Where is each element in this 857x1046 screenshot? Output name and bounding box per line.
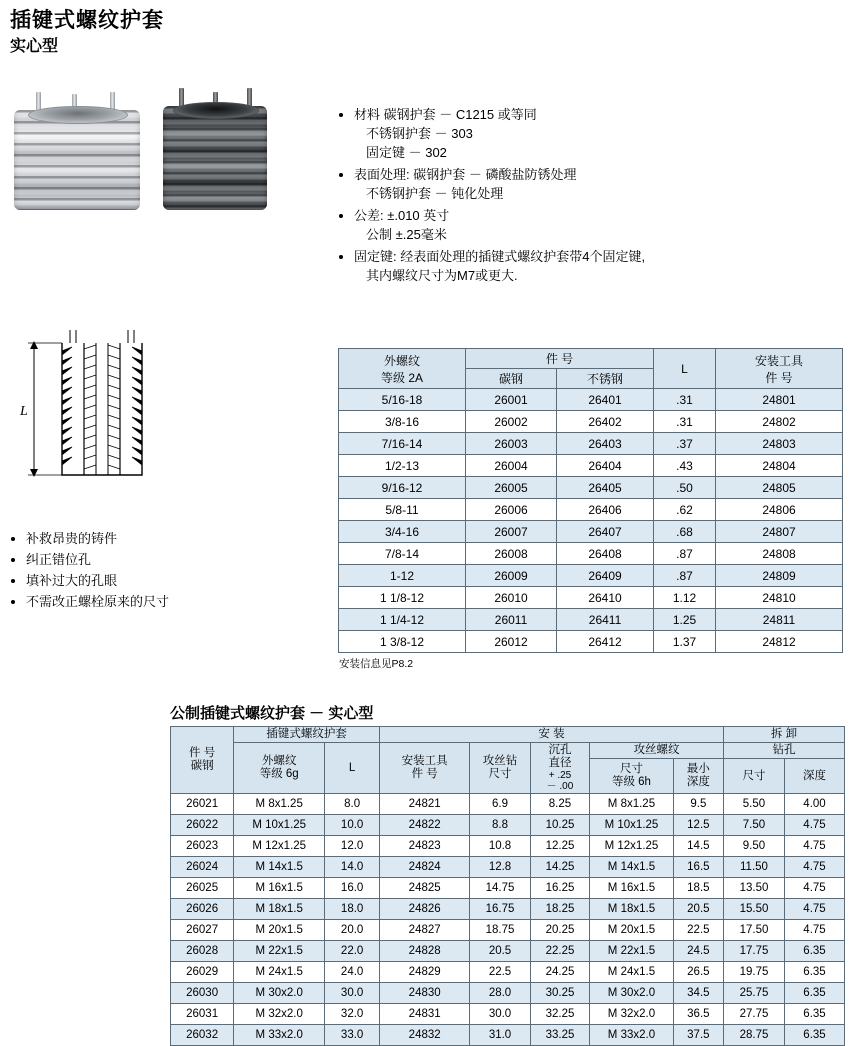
- cell-length: 14.0: [325, 857, 380, 878]
- table-header-row: [339, 349, 843, 369]
- cell-min-depth: 22.5: [673, 920, 723, 941]
- cell-min-depth: 14.5: [673, 836, 723, 857]
- cell-stainless: 26408: [557, 543, 654, 565]
- table-row: [171, 794, 845, 815]
- table-header-row-group: [171, 727, 845, 743]
- insert-body: [14, 110, 140, 210]
- product-photos: [8, 78, 328, 218]
- cell-length: 16.0: [325, 878, 380, 899]
- cell-drill-size: 9.50: [723, 836, 784, 857]
- cell-length: 8.0: [325, 794, 380, 815]
- list-item: • 补救昂贵的铸件: [26, 528, 240, 549]
- cell-thread: 3/8-16: [339, 411, 466, 433]
- cell-thread: 1-12: [339, 565, 466, 587]
- header-remove-group: 拆 卸: [723, 727, 844, 743]
- cell-drill-size: 5.50: [723, 794, 784, 815]
- cell-length: .37: [654, 433, 716, 455]
- cell-tap-size: M 20x1.5: [590, 920, 674, 941]
- cell-stainless: 26410: [557, 587, 654, 609]
- table-row: [171, 815, 845, 836]
- cell-carbon: 26002: [466, 411, 557, 433]
- list-item: • 填补过大的孔眼: [26, 570, 240, 591]
- header-drill-depth: 深度: [785, 759, 845, 794]
- cell-length: .62: [654, 499, 716, 521]
- cell-length: 20.0: [325, 920, 380, 941]
- cell-drill-size: 7.50: [723, 815, 784, 836]
- table-row: [171, 920, 845, 941]
- header-thread-line1: 外螺纹: [383, 353, 420, 368]
- cell-tap-drill: 31.0: [470, 1025, 531, 1046]
- cell-tool: 24824: [380, 857, 470, 878]
- header-tap-size: [590, 759, 674, 794]
- header-counterbore-tol-plus: + .25: [548, 770, 572, 781]
- cell-tap-size: M 12x1.25: [590, 836, 674, 857]
- header-thread-line2: 等级 2A: [380, 370, 423, 385]
- cell-counterbore: 33.25: [530, 1025, 589, 1046]
- cell-min-depth: 9.5: [673, 794, 723, 815]
- imperial-table-note: 安装信息见P8.2: [339, 658, 414, 670]
- feature-subline: 固定键 － 302: [366, 145, 447, 160]
- header-counterbore-tol-minus: － .00: [546, 781, 574, 792]
- cell-tap-drill: 10.8: [470, 836, 531, 857]
- cell-drill-size: 13.50: [723, 878, 784, 899]
- cell-counterbore: 12.25: [530, 836, 589, 857]
- cell-min-depth: 36.5: [673, 1004, 723, 1025]
- cell-tap-size: M 30x2.0: [590, 983, 674, 1004]
- table-row: [171, 1004, 845, 1025]
- cell-stainless: 26409: [557, 565, 654, 587]
- list-item: [354, 105, 698, 162]
- benefits-list: [10, 528, 240, 612]
- cell-counterbore: 14.25: [530, 857, 589, 878]
- cell-counterbore: 16.25: [530, 878, 589, 899]
- header-tool-line1: 安装工具: [401, 755, 448, 767]
- cell-stainless: 26411: [557, 609, 654, 631]
- insert-bore-opening: [28, 106, 128, 124]
- cell-tap-drill: 16.75: [470, 899, 531, 920]
- table-row: [339, 411, 843, 433]
- cell-drill-size: 17.75: [723, 941, 784, 962]
- insert-body: [163, 106, 267, 210]
- cell-drill-size: 28.75: [723, 1025, 784, 1046]
- list-item: [354, 247, 698, 285]
- header-part-no-line2: 碳钢: [190, 760, 214, 772]
- cell-stainless: 26404: [557, 455, 654, 477]
- cell-length: 32.0: [325, 1004, 380, 1025]
- cell-thread: M 12x1.25: [234, 836, 325, 857]
- header-tool: [380, 743, 470, 794]
- header-counterbore-line2: 直径: [548, 757, 572, 769]
- header-thread-line2: 等级 6g: [259, 768, 299, 780]
- cell-tool: 24809: [716, 565, 843, 587]
- list-item: [354, 165, 698, 203]
- cell-length: 1.25: [654, 609, 716, 631]
- cell-stainless: 26402: [557, 411, 654, 433]
- cell-length: .43: [654, 455, 716, 477]
- cell-thread: M 18x1.5: [234, 899, 325, 920]
- cell-tap-size: M 33x2.0: [590, 1025, 674, 1046]
- cell-thread: M 30x2.0: [234, 983, 325, 1004]
- cell-length: 10.0: [325, 815, 380, 836]
- table-row: [171, 1025, 845, 1046]
- cell-part-no: 26028: [171, 941, 234, 962]
- cell-counterbore: 24.25: [530, 962, 589, 983]
- table-row: [339, 587, 843, 609]
- cell-thread: M 8x1.25: [234, 794, 325, 815]
- imperial-table-wrapper: [338, 348, 843, 671]
- cell-drill-size: 15.50: [723, 899, 784, 920]
- table-row: [171, 878, 845, 899]
- header-tap-drill: [470, 743, 531, 794]
- header-stainless: 不锈钢: [557, 369, 654, 389]
- cross-section-svg: [10, 325, 210, 515]
- header-thread-line1: 外螺纹: [261, 755, 297, 767]
- cell-tap-size: M 24x1.5: [590, 962, 674, 983]
- cell-tool: 24826: [380, 899, 470, 920]
- cell-tap-size: M 16x1.5: [590, 878, 674, 899]
- cell-tap-size: M 18x1.5: [590, 899, 674, 920]
- cell-tool: 24806: [716, 499, 843, 521]
- cell-length: .68: [654, 521, 716, 543]
- cell-thread: M 22x1.5: [234, 941, 325, 962]
- cell-carbon: 26008: [466, 543, 557, 565]
- header-install-group: 安 装: [380, 727, 724, 743]
- cross-section-drawing: [10, 325, 210, 515]
- header-tap-thread-group: 攻丝螺纹: [590, 743, 724, 759]
- table-row: [339, 477, 843, 499]
- header-counterbore: [530, 743, 589, 794]
- cell-part-no: 26023: [171, 836, 234, 857]
- table-row: [339, 499, 843, 521]
- cell-drill-size: 17.50: [723, 920, 784, 941]
- cell-carbon: 26007: [466, 521, 557, 543]
- cell-tap-drill: 6.9: [470, 794, 531, 815]
- table-row: [171, 899, 845, 920]
- cell-carbon: 26006: [466, 499, 557, 521]
- cell-tool: 24829: [380, 962, 470, 983]
- cell-length: .87: [654, 543, 716, 565]
- table-row: [339, 433, 843, 455]
- header-tool-line1: 安装工具: [754, 353, 803, 368]
- cell-drill-depth: 4.75: [785, 878, 845, 899]
- cell-thread: 9/16-12: [339, 477, 466, 499]
- cell-tool: 24811: [716, 609, 843, 631]
- cell-drill-depth: 6.35: [785, 1025, 845, 1046]
- table-row: [339, 521, 843, 543]
- cell-part-no: 26027: [171, 920, 234, 941]
- cell-drill-size: 11.50: [723, 857, 784, 878]
- feature-text: 材料 碳钢护套 － C1215 或等同: [354, 107, 537, 122]
- cell-thread: 1 1/8-12: [339, 587, 466, 609]
- cell-tool: 24805: [716, 477, 843, 499]
- cell-thread: M 24x1.5: [234, 962, 325, 983]
- cell-length: .31: [654, 389, 716, 411]
- cell-tap-drill: 30.0: [470, 1004, 531, 1025]
- cell-tap-size: M 32x2.0: [590, 1004, 674, 1025]
- cell-tap-size: M 10x1.25: [590, 815, 674, 836]
- header-part-no: [171, 727, 234, 794]
- cell-tap-size: M 14x1.5: [590, 857, 674, 878]
- feature-subline: 不锈钢护套 － 303: [366, 126, 473, 141]
- cell-thread: 7/8-14: [339, 543, 466, 565]
- cell-tap-drill: 14.75: [470, 878, 531, 899]
- cell-part-no: 26022: [171, 815, 234, 836]
- cell-drill-depth: 6.35: [785, 1004, 845, 1025]
- cell-tool: 24803: [716, 433, 843, 455]
- metric-table-body: [171, 794, 845, 1046]
- metric-table: [170, 726, 845, 1046]
- cell-drill-depth: 4.75: [785, 899, 845, 920]
- cell-part-no: 26031: [171, 1004, 234, 1025]
- cell-tool: 24812: [716, 631, 843, 653]
- cell-tool: 24831: [380, 1004, 470, 1025]
- cell-thread: 1 1/4-12: [339, 609, 466, 631]
- dimension-label-L: L: [20, 404, 28, 419]
- cell-thread: M 14x1.5: [234, 857, 325, 878]
- header-thread: [234, 743, 325, 794]
- cell-thread: 5/8-11: [339, 499, 466, 521]
- cell-carbon: 26010: [466, 587, 557, 609]
- cell-drill-size: 27.75: [723, 1004, 784, 1025]
- cell-stainless: 26403: [557, 433, 654, 455]
- list-item: [354, 206, 698, 244]
- feature-text: 公差: ±.010 英寸: [354, 208, 450, 223]
- list-item: • 纠正错位孔: [26, 549, 240, 570]
- cell-length: .50: [654, 477, 716, 499]
- cell-min-depth: 34.5: [673, 983, 723, 1004]
- cell-part-no: 26026: [171, 899, 234, 920]
- header-min-depth: [673, 759, 723, 794]
- header-part-no-group: 件 号: [466, 349, 654, 369]
- feature-subline: 不锈钢护套 － 钝化处理: [366, 186, 504, 201]
- feature-subline: 公制 ±.25毫米: [366, 227, 447, 242]
- feature-text: 固定键: 经表面处理的插键式螺纹护套带4个固定键,: [354, 249, 646, 264]
- cell-tool: 24822: [380, 815, 470, 836]
- cell-part-no: 26030: [171, 983, 234, 1004]
- table-row: [339, 455, 843, 477]
- cell-tool: 24827: [380, 920, 470, 941]
- table-row: [339, 565, 843, 587]
- cell-thread: M 32x2.0: [234, 1004, 325, 1025]
- header-tap-size-line1: 尺寸: [619, 763, 643, 775]
- cell-drill-depth: 4.00: [785, 794, 845, 815]
- imperial-table: [338, 348, 843, 653]
- header-tap-drill-line1: 攻丝钻: [482, 755, 518, 767]
- table-row: [339, 631, 843, 653]
- cell-tap-drill: 22.5: [470, 962, 531, 983]
- cell-tool: 24821: [380, 794, 470, 815]
- cell-min-depth: 26.5: [673, 962, 723, 983]
- table-header-row-2: [171, 743, 845, 759]
- thread-texture: [163, 106, 267, 210]
- insert-photo-carbon-steel: [14, 92, 140, 210]
- cell-thread: 1 3/8-12: [339, 631, 466, 653]
- cell-part-no: 26021: [171, 794, 234, 815]
- cell-thread: 3/4-16: [339, 521, 466, 543]
- feature-list: [338, 105, 698, 288]
- cell-stainless: 26405: [557, 477, 654, 499]
- cell-counterbore: 8.25: [530, 794, 589, 815]
- cell-drill-depth: 4.75: [785, 815, 845, 836]
- insert-bore-opening: [173, 102, 259, 119]
- cell-part-no: 26032: [171, 1025, 234, 1046]
- cell-part-no: 26025: [171, 878, 234, 899]
- cell-min-depth: 20.5: [673, 899, 723, 920]
- header-drill-group: 钻孔: [723, 743, 844, 759]
- imperial-table-body: [339, 389, 843, 653]
- cell-tool: 24830: [380, 983, 470, 1004]
- cell-tool: 24808: [716, 543, 843, 565]
- header-tap-drill-line2: 尺寸: [488, 768, 512, 780]
- cell-min-depth: 24.5: [673, 941, 723, 962]
- insert-photo-stainless-steel: [163, 88, 267, 210]
- cell-thread: 7/16-14: [339, 433, 466, 455]
- table-row: [171, 983, 845, 1004]
- cell-length: 18.0: [325, 899, 380, 920]
- cell-drill-depth: 4.75: [785, 857, 845, 878]
- header-min-depth-line2: 深度: [686, 776, 710, 788]
- cell-carbon: 26011: [466, 609, 557, 631]
- cell-carbon: 26012: [466, 631, 557, 653]
- cell-thread: M 10x1.25: [234, 815, 325, 836]
- cell-counterbore: 32.25: [530, 1004, 589, 1025]
- header-tool-group: [716, 349, 843, 389]
- cell-part-no: 26029: [171, 962, 234, 983]
- cell-counterbore: 10.25: [530, 815, 589, 836]
- cell-part-no: 26024: [171, 857, 234, 878]
- header-counterbore-line1: 沉孔: [548, 744, 572, 756]
- cell-tool: 24810: [716, 587, 843, 609]
- cell-tool: 24825: [380, 878, 470, 899]
- cell-length: .87: [654, 565, 716, 587]
- table-row: [339, 609, 843, 631]
- cell-stainless: 26412: [557, 631, 654, 653]
- cell-tool: 24807: [716, 521, 843, 543]
- header-part-no-line1: 件 号: [189, 747, 216, 759]
- cell-tool: 24804: [716, 455, 843, 477]
- table-row: [171, 941, 845, 962]
- cell-length: 1.37: [654, 631, 716, 653]
- cell-carbon: 26009: [466, 565, 557, 587]
- header-carbon-steel: 碳钢: [466, 369, 557, 389]
- table-row: [171, 857, 845, 878]
- table-row: [171, 836, 845, 857]
- cell-tap-drill: 28.0: [470, 983, 531, 1004]
- table-row: [339, 543, 843, 565]
- cell-min-depth: 18.5: [673, 878, 723, 899]
- cell-tool: 24802: [716, 411, 843, 433]
- cell-drill-size: 25.75: [723, 983, 784, 1004]
- cell-carbon: 26003: [466, 433, 557, 455]
- cell-min-depth: 37.5: [673, 1025, 723, 1046]
- table-row: [171, 962, 845, 983]
- cell-length: 33.0: [325, 1025, 380, 1046]
- cell-thread: 1/2-13: [339, 455, 466, 477]
- header-tool-line2: 件 号: [765, 370, 793, 385]
- cell-tool: 24801: [716, 389, 843, 411]
- cell-min-depth: 16.5: [673, 857, 723, 878]
- cell-drill-size: 19.75: [723, 962, 784, 983]
- header-drill-size: 尺寸: [723, 759, 784, 794]
- cell-length: 22.0: [325, 941, 380, 962]
- cell-tap-drill: 20.5: [470, 941, 531, 962]
- thread-texture: [14, 110, 140, 210]
- cell-min-depth: 12.5: [673, 815, 723, 836]
- cell-stainless: 26401: [557, 389, 654, 411]
- cell-stainless: 26406: [557, 499, 654, 521]
- header-tool-line2: 件 号: [411, 768, 438, 780]
- cell-carbon: 26004: [466, 455, 557, 477]
- cell-tool: 24828: [380, 941, 470, 962]
- cell-tap-drill: 12.8: [470, 857, 531, 878]
- cell-length: 30.0: [325, 983, 380, 1004]
- page-title: 插键式螺纹护套: [10, 9, 164, 32]
- cell-thread: 5/16-18: [339, 389, 466, 411]
- cell-thread: M 20x1.5: [234, 920, 325, 941]
- header-insert-group: 插键式螺纹护套: [234, 727, 380, 743]
- list-item: • 不需改正螺栓原来的尺寸: [26, 591, 240, 612]
- cell-tap-drill: 18.75: [470, 920, 531, 941]
- cell-thread: M 16x1.5: [234, 878, 325, 899]
- cell-length: .31: [654, 411, 716, 433]
- cell-counterbore: 20.25: [530, 920, 589, 941]
- cell-drill-depth: 4.75: [785, 836, 845, 857]
- cell-thread: M 33x2.0: [234, 1025, 325, 1046]
- cell-drill-depth: 6.35: [785, 983, 845, 1004]
- page-title-block: [10, 8, 164, 58]
- header-min-depth-line1: 最小: [686, 763, 710, 775]
- cell-length: 24.0: [325, 962, 380, 983]
- cell-tap-drill: 8.8: [470, 815, 531, 836]
- header-tap-size-line2: 等级 6h: [611, 776, 651, 788]
- table-row: [339, 389, 843, 411]
- cell-carbon: 26001: [466, 389, 557, 411]
- cell-counterbore: 18.25: [530, 899, 589, 920]
- metric-table-wrapper: [170, 726, 845, 1046]
- feature-text: 表面处理: 碳钢护套 － 磷酸盐防锈处理: [354, 167, 577, 182]
- page-subtitle: 实心型: [10, 38, 59, 55]
- cell-drill-depth: 4.75: [785, 920, 845, 941]
- header-thread: [339, 349, 466, 389]
- cell-counterbore: 22.25: [530, 941, 589, 962]
- cell-length: 12.0: [325, 836, 380, 857]
- cell-stainless: 26407: [557, 521, 654, 543]
- cell-carbon: 26005: [466, 477, 557, 499]
- cell-drill-depth: 6.35: [785, 962, 845, 983]
- cell-tool: 24832: [380, 1025, 470, 1046]
- cell-length: 1.12: [654, 587, 716, 609]
- feature-subline: 其内螺纹尺寸为M7或更大.: [366, 268, 518, 283]
- cell-tap-size: M 8x1.25: [590, 794, 674, 815]
- cell-counterbore: 30.25: [530, 983, 589, 1004]
- cell-tool: 24823: [380, 836, 470, 857]
- cell-drill-depth: 6.35: [785, 941, 845, 962]
- cell-tap-size: M 22x1.5: [590, 941, 674, 962]
- metric-section-title: 公制插键式螺纹护套 － 实心型: [170, 705, 374, 722]
- header-length: L: [654, 349, 716, 389]
- header-length: L: [325, 743, 380, 794]
